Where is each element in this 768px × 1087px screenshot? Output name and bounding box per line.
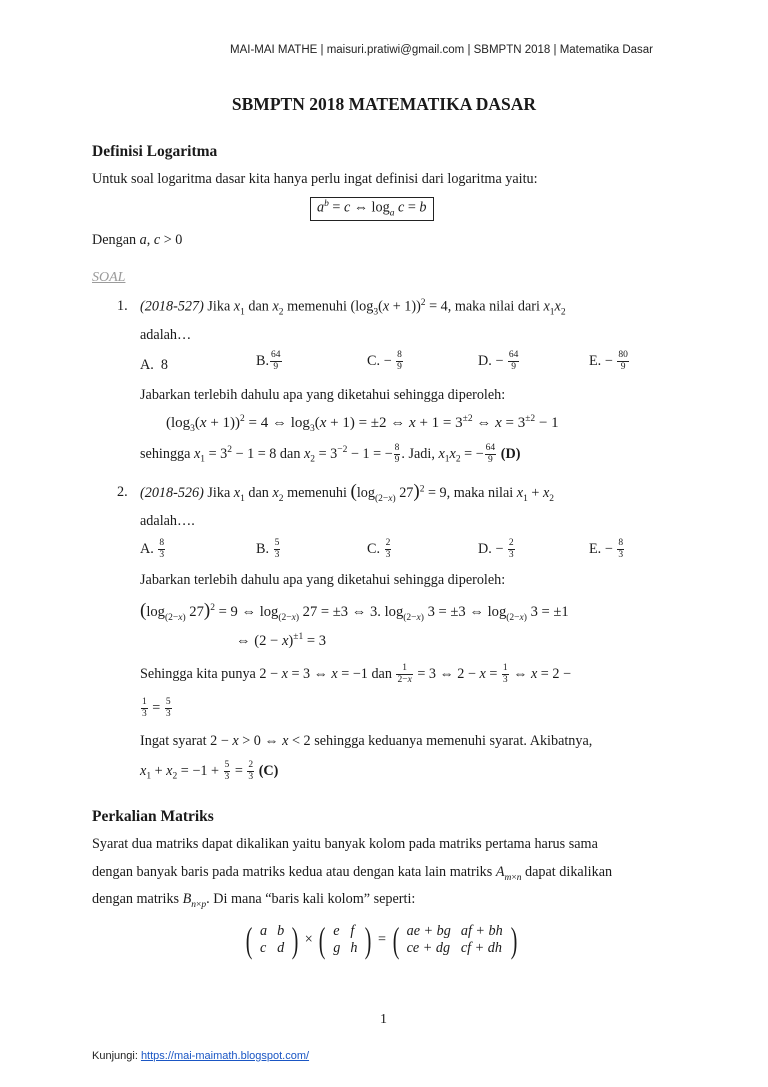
problem-2-text: dan bbox=[248, 485, 269, 501]
problem-2-option-b: B. $\frac{5}{3}$ bbox=[256, 538, 280, 560]
condition-line: Dengan a, c > 0 bbox=[92, 232, 183, 248]
intro-text: Untuk soal logaritma dasar kita hanya perlu ingat definisi dari logaritma yaitu: bbox=[92, 171, 538, 187]
problem-2-text: Jika bbox=[207, 485, 231, 501]
condition-prefix: Dengan bbox=[92, 232, 137, 248]
problem-2-code: (2018-526) bbox=[140, 485, 204, 501]
section-heading-matrix: Perkalian Matriks bbox=[92, 808, 214, 825]
problem-1-text: , maka nilai dari bbox=[447, 298, 540, 315]
problem-2-option-e: E. − $\frac{8}{3}$ bbox=[589, 538, 624, 560]
page-number: 1 bbox=[380, 1012, 387, 1027]
problem-1-number: 1. bbox=[117, 298, 128, 314]
matrix-text-line2: dengan banyak baris pada matriks kedua atau dengan kata lain matriks $A_{m\times n}$ dapat dikalikan bbox=[92, 864, 613, 883]
problem-1-option-b: B. $\frac{64}{9}$ bbox=[256, 350, 281, 372]
problem-2-line2: adalah…. bbox=[140, 513, 195, 529]
problem-1-option-c: C. − $\frac{8}{9}$ bbox=[367, 350, 402, 372]
soal-label: SOAL bbox=[92, 270, 126, 285]
problem-1-code: (2018-527) bbox=[140, 298, 204, 315]
problem-1-result: sehingga $x_1 = 3^2 - 1 = 8$ dan $x_2 = 3^{-2} - 1$ = − $\frac{8}{9}$ . Jadi, $x_1x_2$ = − $\frac{64}{9}$ (D) bbox=[140, 443, 521, 465]
problem-2-solution-cont: $\frac{1}{3}$ = $\frac{5}{3}$ bbox=[142, 697, 171, 719]
problem-2-option-c: C. $\frac{2}{3}$ bbox=[367, 538, 391, 560]
problem-2-number: 2. bbox=[117, 484, 128, 500]
problem-2-result: $x_1 + x_2 = -1$ + $\frac{5}{3}$ = $\frac{2}{3}$ (C) bbox=[140, 760, 279, 782]
problem-2-work-intro: Jabarkan terlebih dahulu apa yang diketahui sehingga diperoleh: bbox=[140, 572, 506, 588]
blog-link[interactable]: https://mai-maimath.blogspot.com/ bbox=[140, 1050, 310, 1062]
problem-1-text: dan bbox=[248, 298, 269, 315]
definition-box: $a^b = c$ ⇔ $\log_a c = b$ bbox=[310, 197, 434, 221]
footer-label: Kunjungi: bbox=[92, 1050, 138, 1062]
matrix-multiplication-formula: ( a b c d ) × ( e f g h ) = ( ae + bg af + bh ce + dg cf + dh ) bbox=[245, 920, 518, 960]
problem-2-statement: (2018-526) Jika $x_1$ dan $x_2$ memenuhi ($\log_{(2-x)}$ 27)$^2$ = 9, maka nilai $x_1 + x_2$ bbox=[140, 481, 555, 504]
problem-1-option-d: D. − $\frac{64}{9}$ bbox=[478, 350, 519, 372]
problem-1-equation: $(\log_3(x + 1))^2 = 4$ ⇔ $\log_3(x + 1) = \pm 2$ ⇔ $x + 1 = 3^{\pm 2}$ ⇔ $x = 3^{\pm 2} - 1$ bbox=[166, 414, 559, 434]
matrix-text-line1: Syarat dua matriks dapat dikalikan yaitu banyak kolom pada matriks pertama harus sama bbox=[92, 836, 598, 852]
page-title: SBMPTN 2018 MATEMATIKA DASAR bbox=[231, 94, 537, 114]
problem-2-text: Ingat syarat bbox=[140, 733, 207, 749]
problem-1-line2: adalah… bbox=[140, 327, 192, 343]
problem-2-option-a: A. $\frac{8}{3}$ bbox=[140, 538, 165, 560]
problem-1-text: memenuhi bbox=[287, 298, 347, 315]
problem-1-statement: (2018-527) Jika $x_1$ dan $x_2$ memenuhi $(\log_3(x + 1))^2 = 4$, maka nilai dari $x_1x_2$ bbox=[140, 298, 566, 318]
section-heading-logarithm: Definisi Logaritma bbox=[92, 143, 218, 160]
problem-1-option-a: A. 8 bbox=[140, 357, 168, 373]
matrix-text-line3: dengan matriks $B_{n\times p}$. Di mana “baris kali kolom” seperti: bbox=[92, 891, 416, 910]
page-footer bbox=[92, 1050, 309, 1062]
problem-1-option-e: E. − $\frac{80}{9}$ bbox=[589, 350, 628, 372]
page-header: MAI-MAI MATHE | maisuri.pratiwi@gmail.com | SBMPTN 2018 | Matematika Dasar bbox=[230, 44, 654, 56]
problem-1-work-intro: Jabarkan terlebih dahulu apa yang diketahui sehingga diperoleh: bbox=[140, 387, 506, 403]
problem-1-answer: (D) bbox=[500, 445, 521, 462]
problem-2-option-d: D. − $\frac{2}{3}$ bbox=[478, 538, 514, 560]
problem-2-answer: (C) bbox=[258, 762, 279, 779]
problem-2-text: memenuhi bbox=[287, 485, 347, 501]
problem-2-equation-1: ($\log_{(2-x)}$ 27)$^2$ = 9 ⇔ $\log_{(2-x)} 27 = \pm 3$ ⇔ 3. $\log_{(2-x)} 3 = \pm 3$ ⇔ $\log_{(2-x)} 3 = \pm 1$ bbox=[140, 600, 569, 623]
problem-2-equation-2: ⇔ $(2 - x)^{\pm 1} = 3$ bbox=[236, 632, 327, 649]
problem-2-condition: Ingat syarat 2 − x > 0 ⇔ x < 2 sehingga keduanya memenuhi syarat. Akibatnya, bbox=[140, 733, 593, 749]
problem-1-text: Jika bbox=[207, 298, 231, 315]
problem-2-solution: Sehingga kita punya 2 − x = 3 ⇔ x = −1 dan $\frac{1}{2-x}$ = 3 ⇔ 2 − x = $\frac{1}{3}$ ⇔ x = 2 − bbox=[140, 663, 571, 685]
problem-2-text: Sehingga kita punya bbox=[140, 665, 256, 682]
problem-2-text: sehingga keduanya memenuhi syarat. Akibatnya, bbox=[314, 733, 593, 749]
